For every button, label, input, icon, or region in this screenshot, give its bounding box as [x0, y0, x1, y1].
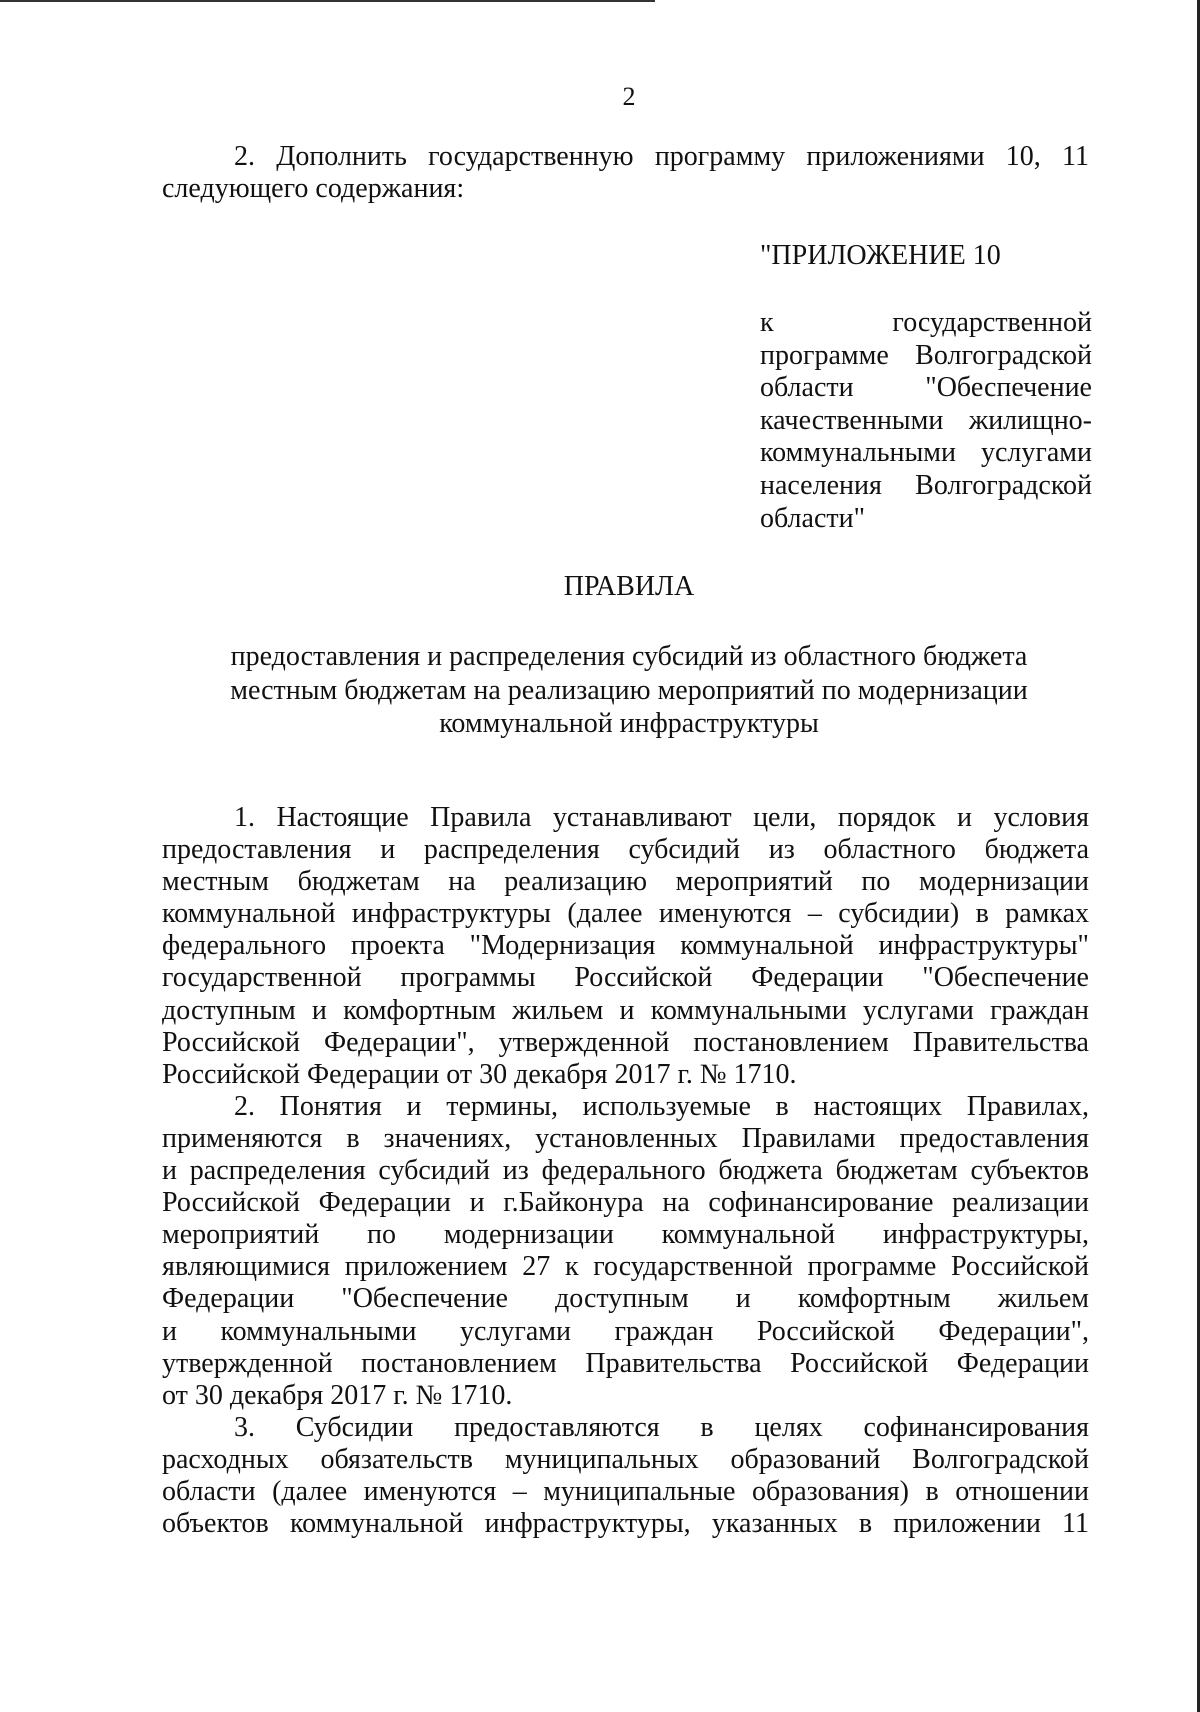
rules-body	[162, 802, 1089, 1540]
paragraph-line: 1. Настоящие Правила устанавливают цели, порядок и условия	[234, 802, 1089, 833]
paragraph-line: предоставления и распределения субсидий из областного бюджета	[162, 834, 1089, 866]
rules-paragraph-1	[162, 802, 1089, 1091]
appendix-ref-line: коммунальными услугами	[760, 437, 1092, 469]
intro-line: 2. Дополнить государственную программу приложениями 10, 11	[234, 141, 1089, 172]
appendix-ref-line: программе Волгоградской	[760, 339, 1092, 371]
intro-paragraph	[162, 141, 1089, 206]
appendix-ref-line: к государственной	[760, 307, 1092, 338]
paragraph-line: расходных обязательств муниципальных образований Волгоградской	[162, 1443, 1089, 1475]
paragraph-line: Российской Федерации", утвержденной постановлением Правительства	[162, 1026, 1089, 1058]
paragraph-line: коммунальной инфраструктуры (далее именуются – субсидии) в рамках	[162, 898, 1089, 930]
rules-paragraph-3	[162, 1412, 1089, 1540]
rules-paragraph-2	[162, 1091, 1089, 1412]
paragraph-line: федерального проекта "Модернизация коммунальной инфраструктуры"	[162, 930, 1089, 962]
rules-subtitle-line: местным бюджетам на реализацию мероприятий по модернизации	[230, 674, 1028, 706]
appendix-title: "ПРИЛОЖЕНИЕ 10	[760, 240, 1001, 271]
paragraph-line: мероприятий по модернизации коммунальной инфраструктуры,	[162, 1219, 1089, 1251]
appendix-ref-line: качественными жилищно-	[760, 404, 1092, 436]
paragraph-line: доступным и комфортным жильем и коммунальными услугами граждан	[162, 994, 1089, 1026]
paragraph-line: утвержденной постановлением Правительства Российской Федерации	[162, 1347, 1089, 1379]
rules-subtitle	[0, 640, 1200, 741]
appendix-reference	[760, 307, 1092, 535]
appendix-ref-line: области "Обеспечение	[760, 372, 1092, 404]
paragraph-line: области (далее именуются – муниципальные образования) в отношении	[162, 1475, 1089, 1507]
paragraph-line: 2. Понятия и термины, используемые в настоящих Правилах,	[234, 1090, 1089, 1122]
scan-border-top	[0, 0, 655, 2]
paragraph-line: объектов коммунальной инфраструктуры, указанных в приложении 11	[162, 1508, 1089, 1540]
rules-subtitle-line: коммунальной инфраструктуры	[439, 708, 819, 739]
paragraph-line: местным бюджетам на реализацию мероприятий по модернизации	[162, 866, 1089, 898]
intro-line: следующего содержания:	[162, 173, 465, 205]
paragraph-line: являющимися приложением 27 к государственной программе Российской	[162, 1251, 1089, 1283]
paragraph-line: государственной программы Российской Федерации "Обеспечение	[162, 962, 1089, 994]
paragraph-line: и коммунальными услугами граждан Российской Федерации",	[162, 1315, 1089, 1347]
paragraph-line: Федерации "Обеспечение доступным и комфортным жильем	[162, 1283, 1089, 1315]
appendix-ref-line: населения Волгоградской	[760, 469, 1092, 501]
rules-subtitle-line: предоставления и распределения субсидий из областного бюджета	[230, 641, 1028, 672]
page-number: 2	[622, 82, 636, 111]
paragraph-line: Российской Федерации и г.Байконура на софинансирование реализации	[162, 1187, 1089, 1219]
paragraph-line: применяются в значениях, установленных Правилами предоставления	[162, 1122, 1089, 1154]
paragraph-line: 3. Субсидии предоставляются в целях софинансирования	[234, 1411, 1089, 1443]
paragraph-line: и распределения субсидий из федерального бюджета бюджетам субъектов	[162, 1155, 1089, 1187]
rules-title: ПРАВИЛА	[563, 571, 695, 602]
paragraph-line: Российской Федерации от 30 декабря 2017 г. № 1710.	[162, 1058, 797, 1090]
appendix-ref-line: области"	[760, 502, 866, 534]
paragraph-line: от 30 декабря 2017 г. № 1710.	[162, 1379, 513, 1411]
